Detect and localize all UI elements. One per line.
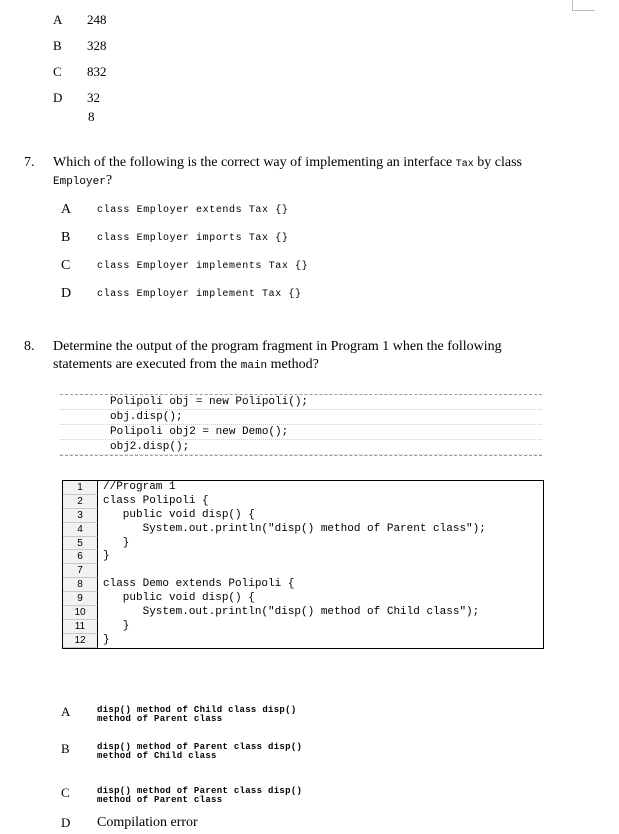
program-line — [63, 537, 543, 551]
prev-option-b-value: 328 — [87, 38, 107, 53]
program-line — [63, 620, 543, 634]
answer-b-letter: B — [61, 741, 70, 756]
answer-b-text — [97, 743, 302, 761]
prev-option-a-value: 248 — [87, 12, 107, 27]
prev-option-d-value-line2: 8 — [88, 109, 95, 124]
answer-a-text — [97, 706, 297, 724]
prev-option-d-value: 32 — [87, 90, 100, 105]
option-a-letter: A — [61, 202, 72, 217]
question-text-part1: Which of the following is the correct way of implementing an interface — [53, 155, 453, 170]
class-code: Employer — [53, 176, 106, 188]
line-number: 5 — [63, 537, 98, 551]
line-number: 2 — [63, 495, 98, 509]
question-text-line2-part2: method? — [270, 357, 319, 372]
statements-box — [60, 394, 542, 456]
answer-c-line1: disp() method of Parent class disp() — [97, 786, 303, 796]
answer-a-letter: A — [61, 704, 71, 719]
program-line — [63, 634, 543, 648]
question-text-line2 — [53, 356, 319, 375]
line-number: 11 — [63, 620, 98, 634]
prev-option-c-letter: C — [53, 64, 62, 79]
program-line — [63, 564, 543, 578]
line-number: 8 — [63, 578, 98, 592]
line-code: System.out.println("disp() method of Child class"); — [103, 606, 480, 619]
statement-line: obj2.disp(); — [60, 440, 542, 455]
line-number: 6 — [63, 550, 98, 564]
statement-line: obj.disp(); — [60, 410, 542, 425]
question-text-line2-part1: statements are executed from the — [53, 357, 238, 372]
program-line — [63, 592, 543, 606]
line-code: } — [103, 550, 110, 563]
option-b-letter: B — [61, 230, 71, 245]
line-code: //Program 1 — [103, 481, 176, 493]
statement-line: Polipoli obj2 = new Demo(); — [60, 425, 542, 440]
line-code: } — [103, 633, 110, 646]
line-number: 10 — [63, 606, 98, 620]
line-number: 1 — [63, 481, 98, 495]
answer-b-line1: disp() method of Parent class disp() — [97, 742, 303, 752]
answer-a-line2: method of Parent class — [97, 714, 223, 724]
interface-code: Tax — [455, 159, 474, 170]
page-corner-mark — [572, 0, 595, 11]
line-number: 9 — [63, 592, 98, 606]
main-code: main — [240, 360, 268, 372]
line-code — [98, 564, 103, 578]
program-listing — [62, 480, 544, 649]
line-code: public void disp() { — [103, 592, 255, 605]
program-line — [63, 606, 543, 620]
line-number: 3 — [63, 509, 98, 523]
answer-b-line2: method of Child class — [97, 751, 217, 761]
prev-option-d-letter: D — [53, 90, 63, 105]
question-text-part2: by class — [477, 155, 522, 170]
question-text-line2 — [53, 172, 112, 191]
program-line — [63, 509, 543, 523]
program-line — [63, 495, 543, 509]
line-code: } — [103, 536, 130, 549]
line-code: System.out.println("disp() method of Parent class"); — [103, 522, 486, 535]
program-line — [63, 481, 543, 495]
program-line — [63, 523, 543, 537]
line-number: 7 — [63, 564, 98, 578]
option-b-code: class Employer imports Tax {} — [97, 233, 289, 244]
question-text — [53, 154, 573, 173]
answer-d-letter: D — [61, 815, 71, 830]
answer-a-line1: disp() method of Child class disp() — [97, 705, 297, 715]
line-number: 4 — [63, 523, 98, 537]
option-a-code: class Employer extends Tax {} — [97, 205, 289, 216]
question-number: 8. — [24, 339, 35, 354]
line-code: } — [103, 619, 130, 632]
line-number: 12 — [63, 634, 98, 648]
line-code: public void disp() { — [103, 508, 255, 521]
option-c-letter: C — [61, 258, 71, 273]
program-line — [63, 550, 543, 564]
statement-line: Polipoli obj = new Polipoli(); — [60, 395, 542, 410]
answer-d-text: Compilation error — [97, 815, 198, 830]
program-line — [63, 578, 543, 592]
question-text-part3: ? — [105, 173, 113, 188]
question-text-line1: Determine the output of the program fragment in Program 1 when the following — [53, 339, 502, 354]
answer-c-letter: C — [61, 785, 70, 800]
prev-option-b-letter: B — [53, 38, 62, 53]
line-code: class Polipoli { — [103, 494, 209, 507]
answer-c-line2: method of Parent class — [97, 795, 223, 805]
prev-option-a-letter: A — [53, 12, 63, 27]
prev-option-c-value: 832 — [87, 64, 107, 79]
answer-c-text — [97, 787, 302, 805]
option-d-code: class Employer implement Tax {} — [97, 289, 302, 300]
line-code: class Demo extends Polipoli { — [103, 578, 295, 591]
option-c-code: class Employer implements Tax {} — [97, 261, 309, 272]
question-number: 7. — [24, 155, 35, 170]
option-d-letter: D — [61, 286, 72, 301]
